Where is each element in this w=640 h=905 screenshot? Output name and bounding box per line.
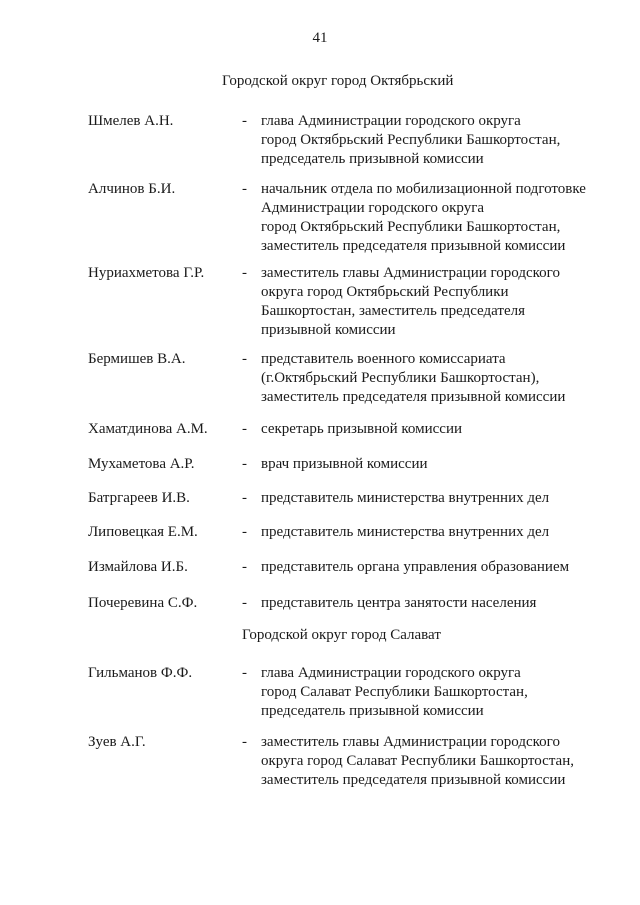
person-role: врач призывной комиссии	[261, 456, 428, 472]
person-role: глава Администрации городского округа город Салават Республики Башкортостан, председатель призывной комиссии	[261, 665, 528, 719]
page-number: 41	[312, 30, 328, 46]
person-name: Гильманов Ф.Ф.	[88, 665, 193, 681]
section-title-salavat: Городской округ город Салават	[242, 627, 441, 643]
dash: -	[242, 665, 247, 681]
person-name: Липовецкая Е.М.	[88, 524, 198, 540]
person-role: представитель органа управления образованием	[261, 559, 570, 575]
dash: -	[242, 559, 247, 575]
person-role: представитель министерства внутренних дел	[261, 524, 550, 540]
person-name: Хаматдинова А.М.	[88, 421, 208, 437]
person-name: Измайлова И.Б.	[88, 559, 188, 575]
dash: -	[242, 113, 247, 129]
dash: -	[242, 524, 247, 540]
section-title-oktyabrsky: Городской округ город Октябрьский	[222, 73, 454, 89]
dash: -	[242, 351, 247, 367]
person-role: представитель министерства внутренних дел	[261, 490, 550, 506]
person-role: заместитель главы Администрации городского округа город Октябрьский Республики Башкортостан, заместитель председателя призывной комиссии	[261, 265, 560, 338]
person-role: глава Администрации городского округа город Октябрьский Республики Башкортостан, председатель призывной комиссии	[261, 113, 561, 167]
person-role: начальник отдела по мобилизационной подготовке Администрации городского округа город Октябрьский Республики Башкортостан, заместитель председателя призывной комиссии	[261, 181, 586, 254]
dash: -	[242, 456, 247, 472]
person-name: Шмелев А.Н.	[88, 113, 174, 129]
person-name: Нуриахметова Г.Р.	[88, 265, 205, 281]
person-name: Батргареев И.В.	[88, 490, 190, 506]
dash: -	[242, 181, 247, 197]
person-role: заместитель главы Администрации городского округа город Салават Республики Башкортостан, заместитель председателя призывной комиссии	[261, 734, 574, 788]
person-name: Зуев А.Г.	[88, 734, 146, 750]
person-name: Почеревина С.Ф.	[88, 595, 198, 611]
person-name: Бермишев В.А.	[88, 351, 186, 367]
dash: -	[242, 421, 247, 437]
person-role: представитель центра занятости населения	[261, 595, 537, 611]
dash: -	[242, 265, 247, 281]
person-role: секретарь призывной комиссии	[261, 421, 463, 437]
dash: -	[242, 595, 247, 611]
person-name: Мухаметова А.Р.	[88, 456, 195, 472]
dash: -	[242, 734, 247, 750]
person-name: Алчинов Б.И.	[88, 181, 176, 197]
dash: -	[242, 490, 247, 506]
person-role: представитель военного комиссариата (г.Октябрьский Республики Башкортостан), заместитель председателя призывной комиссии	[261, 351, 566, 405]
